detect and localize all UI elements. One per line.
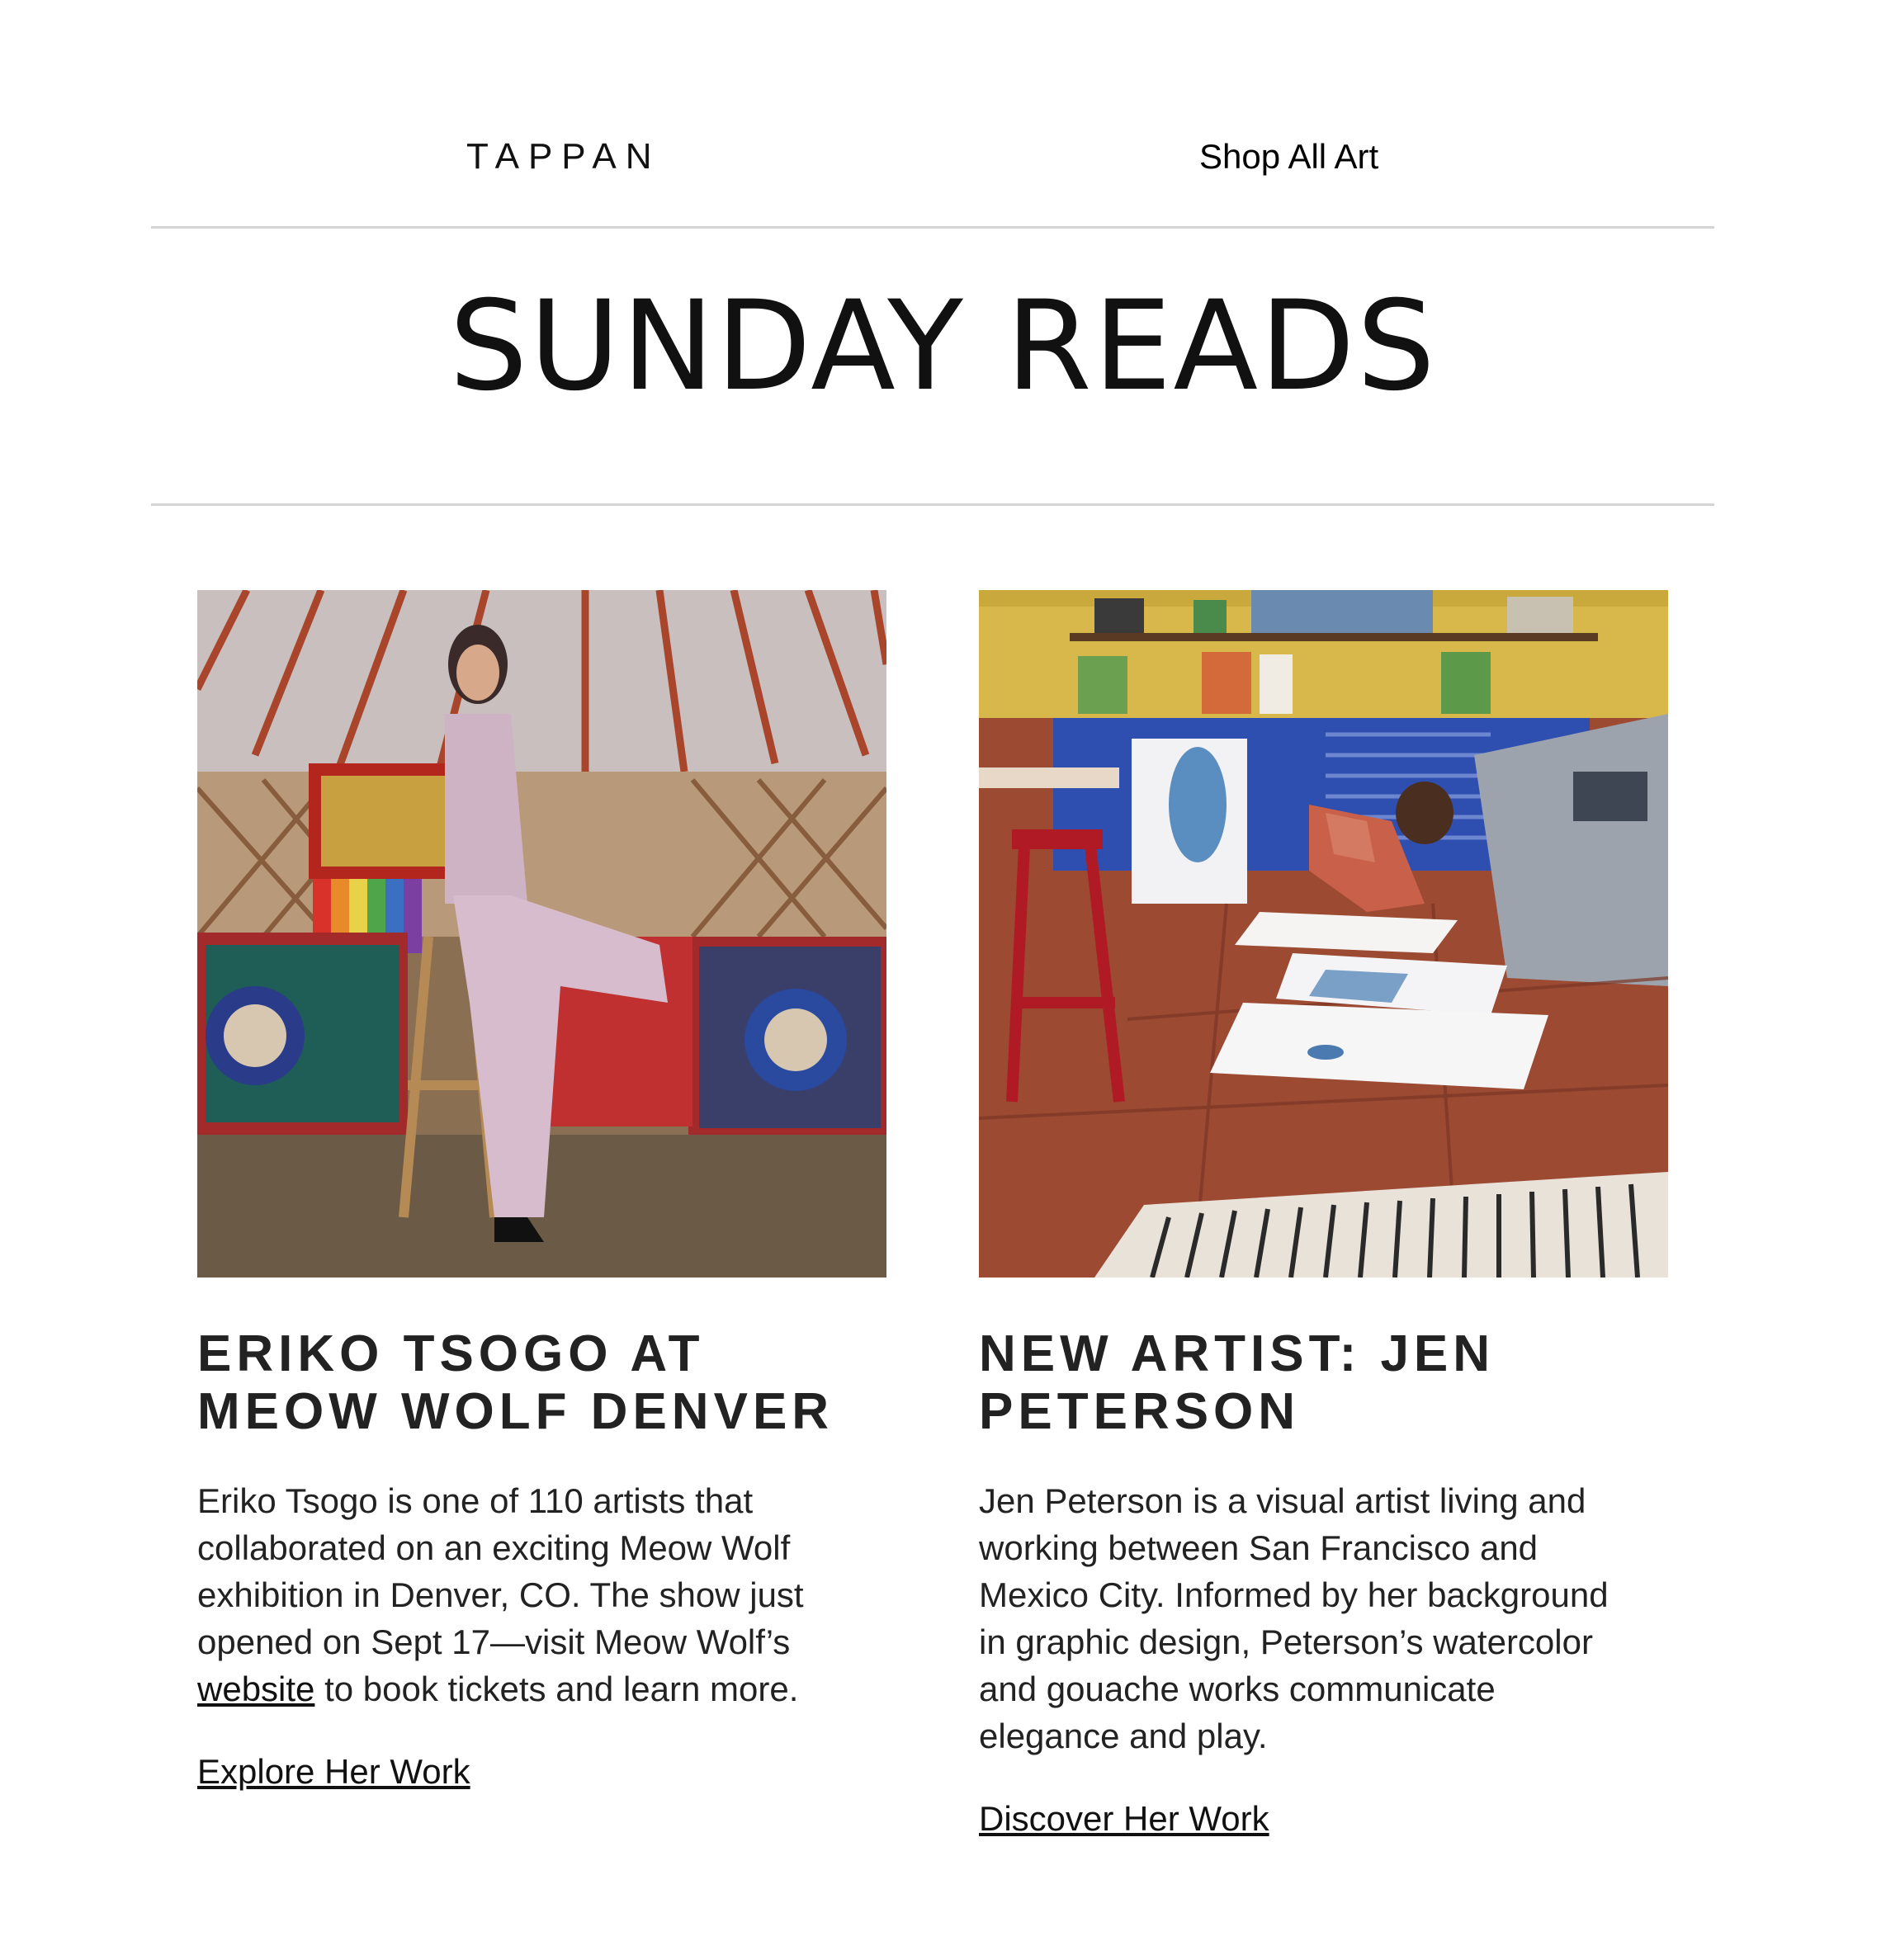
studio-photo[interactable] [979,590,1668,1278]
masthead-title: SUNDAY READS [449,275,1437,418]
article-body-text: to book tickets and learn more. [314,1670,799,1708]
portrait-photo[interactable] [197,590,886,1278]
article-title-line: PETERSON [979,1383,1301,1440]
article-title [197,1325,886,1441]
yurt-portrait-image [197,590,886,1278]
article-body-text: Eriko Tsogo is one of 110 artists that collaborated on an exciting Meow Wolf exhibition in Denver, CO. The show just opened on Sept 17—visit Meow Wolf’s [197,1481,804,1661]
header-divider [151,226,1714,229]
meow-wolf-website-link[interactable]: website [197,1670,315,1708]
shop-all-art-link[interactable]: Shop All Art [1199,137,1379,176]
tappan-logo[interactable]: TAPPAN [466,136,661,177]
article-card-eriko-tsogo [197,590,886,1795]
article-title-line: ERIKO TSOGO AT [197,1325,705,1382]
masthead-divider [151,503,1714,506]
discover-her-work-link[interactable]: Discover Her Work [979,1799,1269,1838]
article-title-line: NEW ARTIST: JEN [979,1325,1496,1382]
article-body [197,1477,858,1712]
explore-her-work-link[interactable]: Explore Her Work [197,1752,470,1791]
article-card-jen-peterson [979,590,1668,1842]
email-header [0,0,1886,231]
studio-floor-image [979,590,1668,1278]
article-body: Jen Peterson is a visual artist living and working between San Francisco and Mexico City. Informed by her background in graphic design, Peterson’s watercolor and gouache works communicate elegance and play. [979,1481,1609,1755]
article-title [979,1325,1668,1441]
article-title-line: MEOW WOLF DENVER [197,1383,834,1440]
